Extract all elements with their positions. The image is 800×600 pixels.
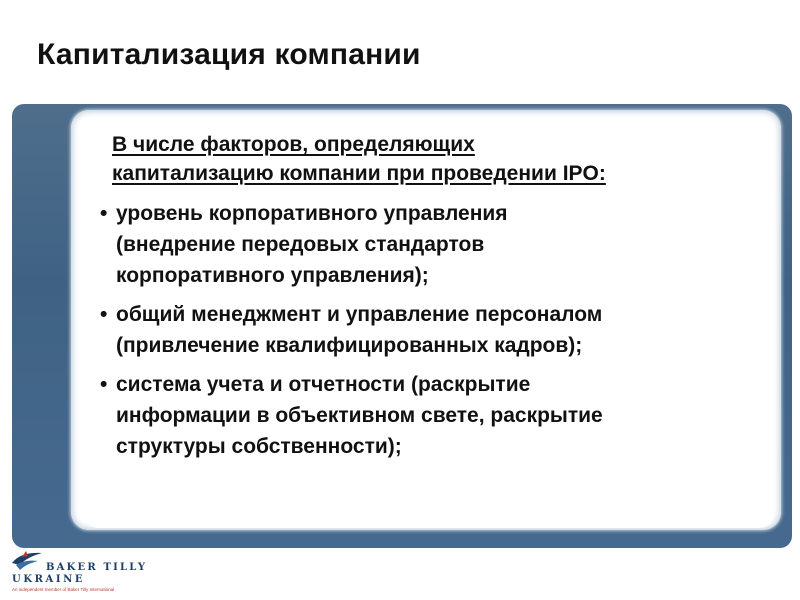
list-item-line: уровень корпоративного управления — [116, 202, 508, 225]
list-item — [100, 299, 760, 361]
logo-name-line-2: UKRAINE — [12, 574, 86, 585]
list-item-line: информации в объективном свете, раскрытие — [116, 404, 603, 427]
list-item-line: (привлечение квалифицированных кадров); — [116, 334, 583, 357]
list-item-line: корпоративного управления); — [116, 264, 429, 287]
bullet-icon: • — [100, 202, 108, 225]
list-item-line: общий менеджмент и управление персоналом — [116, 303, 603, 326]
list-item — [100, 198, 760, 291]
factor-list — [100, 198, 760, 470]
list-item — [100, 369, 760, 462]
list-item-line: (внедрение передовых стандартов — [116, 233, 485, 256]
logo-tagline: An independent member of Baker Tilly International — [12, 587, 115, 592]
bullet-icon: • — [100, 303, 108, 326]
logo-name-line-1: BAKER TILLY — [46, 562, 148, 573]
company-logo — [10, 547, 150, 597]
intro-line-2: капитализацию компании при проведении IPO: — [112, 162, 606, 185]
slide-title: Капитализация компании — [37, 38, 421, 71]
list-item-line: структуры собственности); — [116, 435, 402, 458]
bird-logo-icon — [10, 549, 44, 573]
bullet-icon: • — [100, 373, 108, 396]
intro-line-1: В числе факторов, определяющих — [112, 133, 475, 156]
intro-text — [112, 130, 752, 188]
list-item-line: система учета и отчетности (раскрытие — [116, 373, 531, 396]
